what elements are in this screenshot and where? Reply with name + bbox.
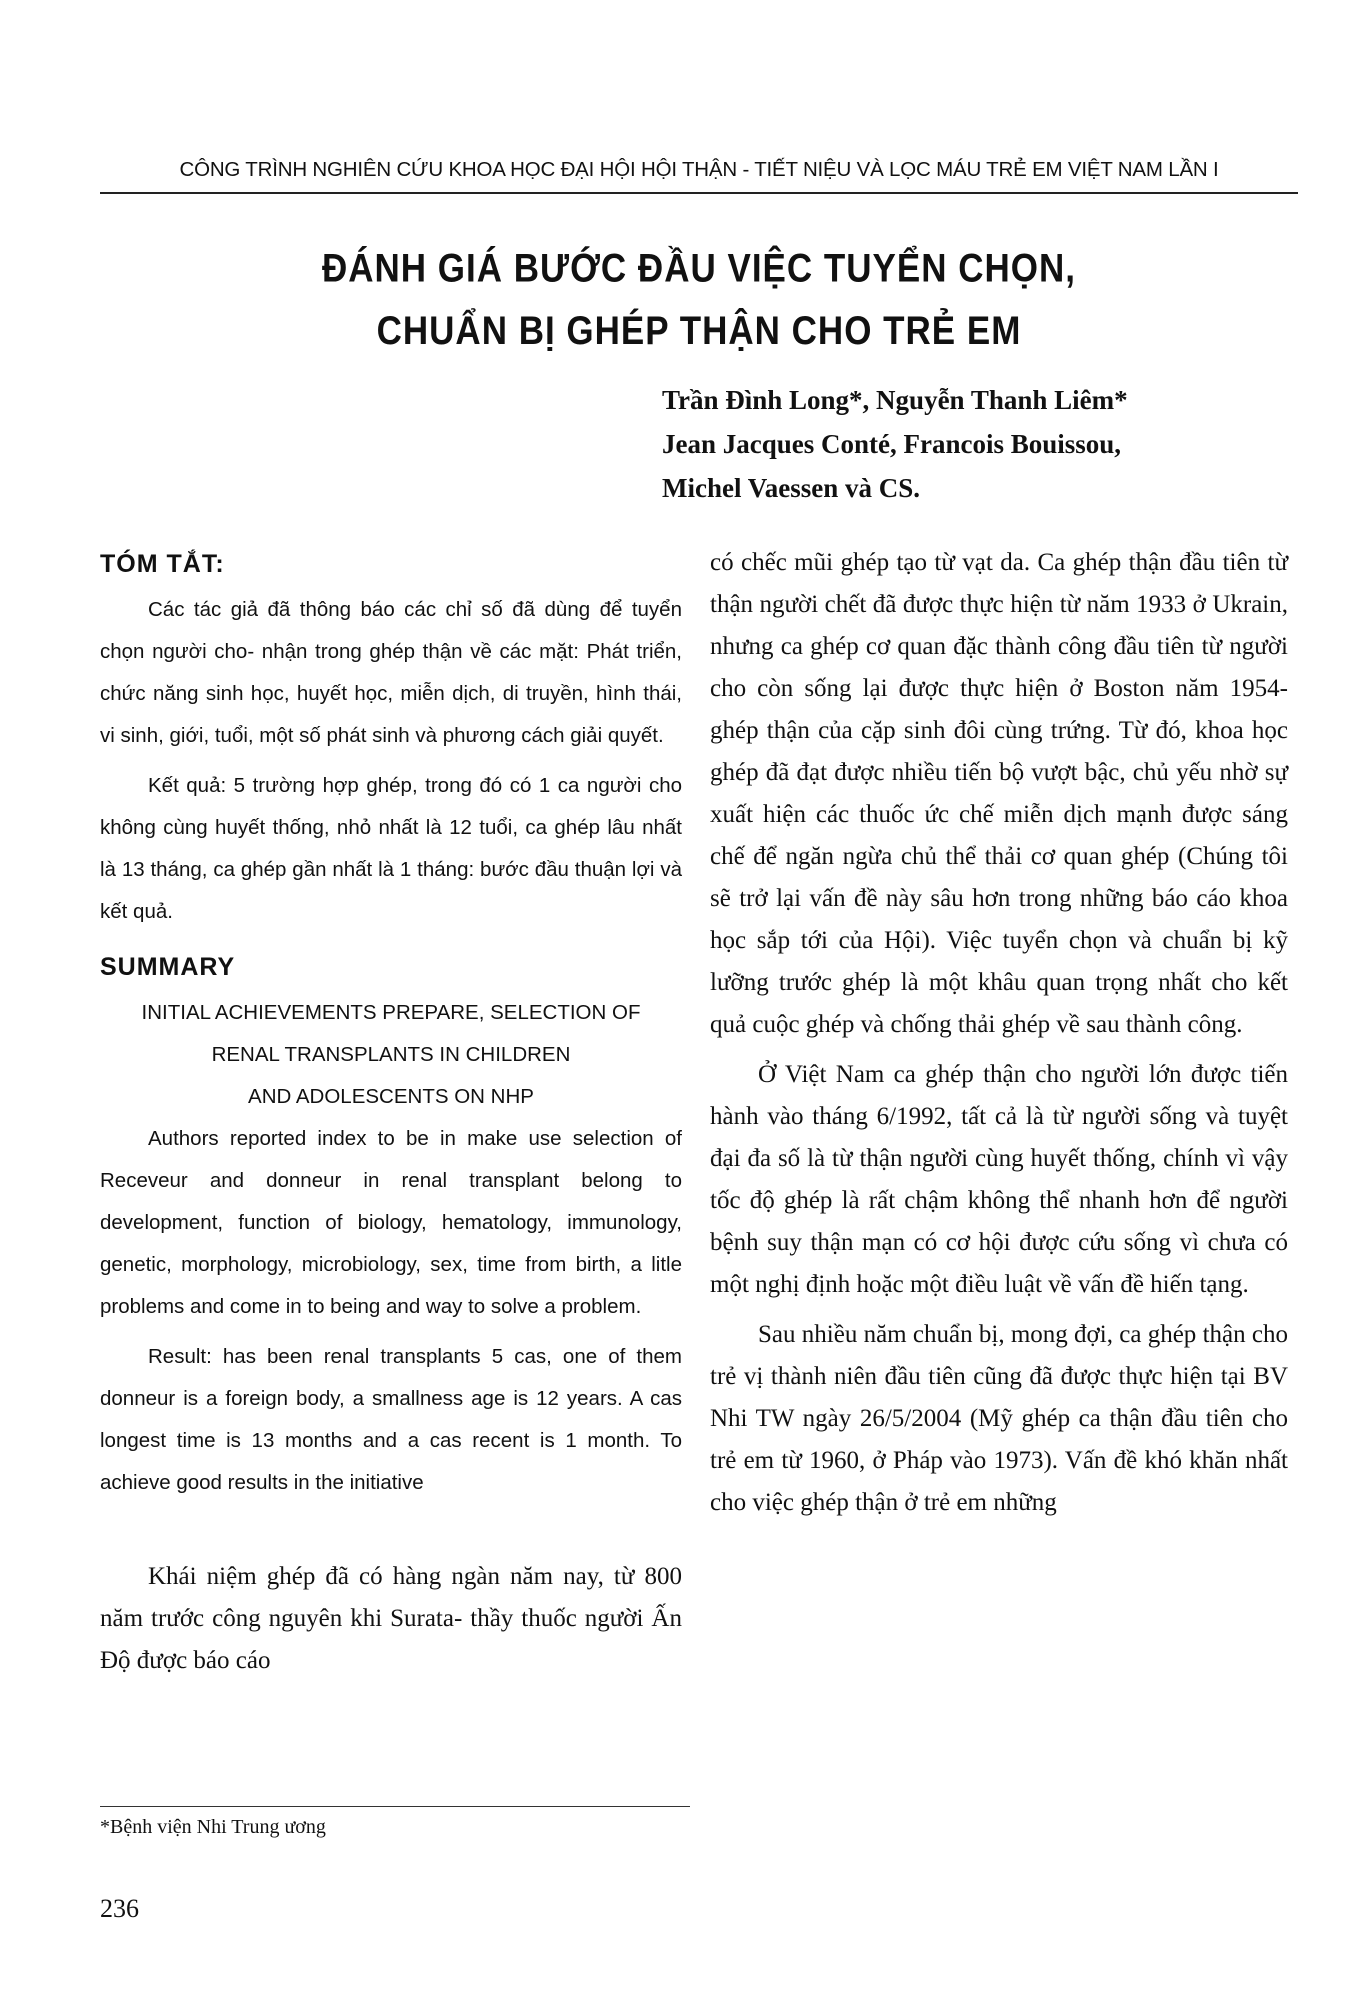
abstract-heading: TÓM TẮT: bbox=[100, 550, 225, 578]
authors-line-1: Trần Đình Long*, Nguyễn Thanh Liêm* bbox=[662, 385, 1128, 415]
page-number: 236 bbox=[100, 1894, 139, 1923]
summary-heading: SUMMARY bbox=[100, 953, 236, 981]
summary-title-line-3: AND ADOLESCENTS ON NHP bbox=[248, 1085, 534, 1108]
summary-title-line-1: INITIAL ACHIEVEMENTS PREPARE, SELECTION OF bbox=[141, 1001, 641, 1024]
header-rule bbox=[100, 192, 1298, 194]
left-column bbox=[100, 550, 682, 1690]
authors-line-2: Jean Jacques Conté, Francois Bouissou, bbox=[662, 429, 1122, 459]
summary-paragraph: Authors reported index to be in make use selection of Receveur and donneur in renal transplant belong to development, function of biology, hematology, immunology, genetic, morphology, microbiology, sex, time from birth, a litle problems and come in to being and way to solve a problem. bbox=[100, 1127, 682, 1318]
summary-results-paragraph: Result: has been renal transplants 5 cas, one of them donneur is a foreign body, a smallness age is 12 years. A cas longest time is 13 months and a cas recent is 1 month. To achieve good results in the initiative bbox=[100, 1345, 682, 1494]
author-list bbox=[662, 378, 1128, 510]
running-header: CÔNG TRÌNH NGHIÊN CỨU KHOA HỌC ĐẠI HỘI HỘI THẬN - TIẾT NIỆU VÀ LỌC MÁU TRẺ EM VIỆT NAM LẦN I bbox=[179, 158, 1219, 181]
summary-title-line-2: RENAL TRANSPLANTS IN CHILDREN bbox=[211, 1043, 571, 1066]
footnote-rule bbox=[100, 1806, 690, 1807]
right-column bbox=[710, 542, 1288, 1532]
authors-line-3: Michel Vaessen và CS. bbox=[662, 473, 921, 503]
body-paragraph: Ở Việt Nam ca ghép thận cho người lớn được tiến hành vào tháng 6/1992, tất cả là từ người sống và tuyệt đại đa số là từ thận người cùng huyết thống, chính vì vậy tốc độ ghép là rất chậm không thể nhanh hơn để người bệnh suy thận mạn có cơ hội được cứu sống vì chưa có một nghị định hoặc một điều luật về vấn đề hiến tạng. bbox=[710, 1061, 1288, 1298]
footnote: *Bệnh viện Nhi Trung ương bbox=[100, 1816, 326, 1838]
title-line-1: ĐÁNH GIÁ BƯỚC ĐẦU VIỆC TUYỂN CHỌN, bbox=[321, 246, 1077, 291]
abstract-paragraph: Các tác giả đã thông báo các chỉ số đã dùng để tuyển chọn người cho- nhận trong ghép thận về các mặt: Phát triển, chức năng sinh học, huyết học, miễn dịch, di truyền, hình thái, vi sinh, giới, tuổi, một số phát sinh và phương cách giải quyết. bbox=[100, 598, 682, 747]
body-paragraph: có chếc mũi ghép tạo từ vạt da. Ca ghép thận đầu tiên từ thận người chết đã được thực hiện từ năm 1933 ở Ukrain, nhưng ca ghép cơ quan đặc thành công đầu tiên từ người cho còn sống lại được thực hiện ở Boston năm 1954- ghép thận của cặp sinh đôi cùng trứng. Từ đó, khoa học ghép đã đạt được nhiều tiến bộ vượt bậc, chủ yếu nhờ sự xuất hiện các thuốc ức chế miễn dịch mạnh được sáng chế để ngăn ngừa chủ thể thải cơ quan ghép (Chúng tôi sẽ trở lại vấn đề này sâu hơn trong những báo cáo khoa học sắp tới của Hội). Việc tuyển chọn và chuẩn bị kỹ lưỡng trước ghép là một khâu quan trọng nhất cho kết quả cuộc ghép và chống thải ghép về sau thành công. bbox=[710, 549, 1288, 1038]
title-line-2: CHUẨN BỊ GHÉP THẬN CHO TRẺ EM bbox=[376, 308, 1022, 353]
body-paragraph: Khái niệm ghép đã có hàng ngàn năm nay, từ 800 năm trước công nguyên khi Surata- thầy thuốc người Ấn Độ được báo cáo bbox=[100, 1563, 682, 1674]
article-title bbox=[100, 238, 1298, 362]
body-paragraph: Sau nhiều năm chuẩn bị, mong đợi, ca ghép thận cho trẻ vị thành niên đầu tiên cũng đã được thực hiện tại BV Nhi TW ngày 26/5/2004 (Mỹ ghép ca thận đầu tiên cho trẻ em từ 1960, ở Pháp vào 1973). Vấn đề khó khăn nhất cho việc ghép thận ở trẻ em những bbox=[710, 1321, 1288, 1516]
abstract-results-paragraph: Kết quả: 5 trường hợp ghép, trong đó có 1 ca người cho không cùng huyết thống, nhỏ nhất là 12 tuổi, ca ghép lâu nhất là 13 tháng, ca ghép gần nhất là 1 tháng: bước đầu thuận lợi và kết quả. bbox=[100, 774, 682, 923]
